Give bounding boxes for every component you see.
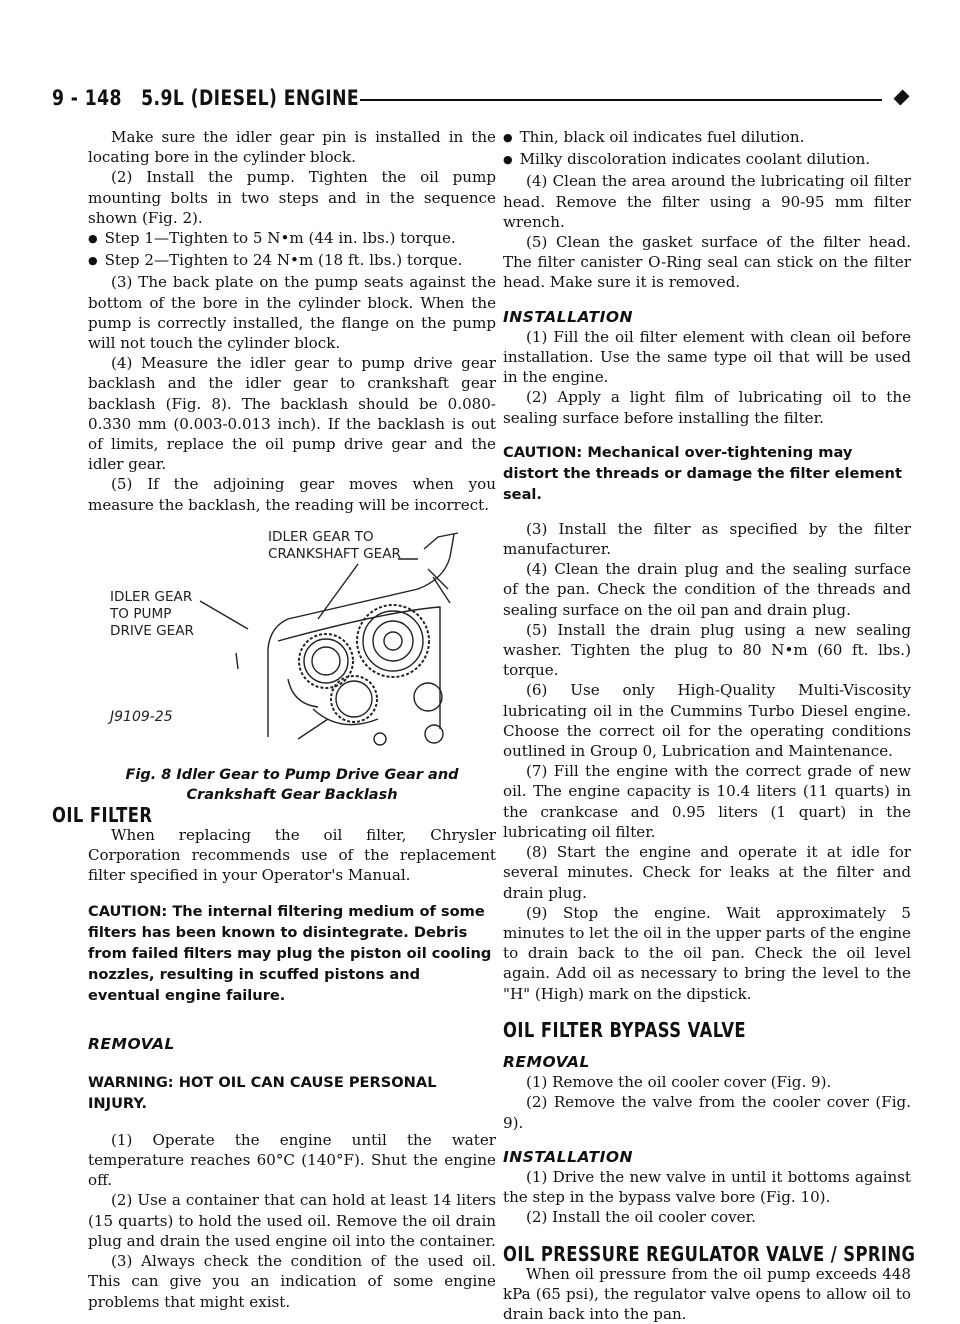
- subheading-installation: INSTALLATION: [503, 1147, 634, 1166]
- step-paragraph: (2) Install the oil cooler cover.: [526, 1208, 756, 1227]
- caution-text: CAUTION: The internal filtering medium of some filters has been known to disintegrate. Debris from failed filters may plug the piston oil cooling nozzles, resulting in scuffed pistons and eventual engine failure.: [88, 902, 492, 1004]
- step-paragraph: (1) Fill the oil filter element with clean oil before installation. Use the same type oil that will be used in the engine.: [503, 327, 911, 387]
- bullet-item: ● Thin, black oil indicates fuel dilution.: [503, 127, 911, 149]
- section-heading-oil-filter: OIL FILTER: [52, 802, 153, 827]
- figure-caption: Fig. 8 Idler Gear to Pump Drive Gear and Crankshaft Gear Backlash: [125, 766, 459, 803]
- paragraph: Make sure the idler gear pin is installed in the locating bore in the cylinder block.: [88, 128, 496, 167]
- step-paragraph: (7) Fill the engine with the correct grade of new oil. The engine capacity is 10.4 liters (11 quarts) in the crankcase and 0.95 liters (1 quart) in the lubricating oil filter.: [503, 762, 911, 841]
- subheading-removal: REMOVAL: [88, 1034, 175, 1053]
- step-paragraph: (6) Use only High-Quality Multi-Viscosity lubricating oil in the Cummins Turbo Diesel engine. Choose the correct oil for the operating conditions outlined in Group 0, Lubrication and Maintenance.: [503, 681, 911, 761]
- step-paragraph: (3) Install the filter as specified by the filter manufacturer.: [503, 519, 911, 559]
- subheading-removal: REMOVAL: [503, 1052, 590, 1071]
- step-paragraph: (1) Drive the new valve in until it bottoms against the step in the bypass valve bore (Fig. 10).: [503, 1167, 911, 1207]
- step-paragraph: (2) Apply a light film of lubricating oil to the sealing surface before installing the filter.: [503, 388, 911, 427]
- header-title: 9 - 148 5.9L (DIESEL) ENGINE: [52, 86, 360, 110]
- left-column: [52, 127, 496, 1312]
- step-paragraph: (2) Remove the valve from the cooler cover (Fig. 9).: [503, 1093, 911, 1132]
- step-paragraph: (4) Clean the area around the lubricating oil filter head. Remove the filter using a 90-95 mm filter wrench.: [503, 172, 911, 231]
- header-rule: [360, 99, 882, 101]
- step-paragraph: (2) Install the pump. Tighten the oil pump mounting bolts in two steps and in the sequence shown (Fig. 2).: [88, 168, 496, 227]
- step-paragraph: (5) If the adjoining gear moves when you measure the backlash, the reading will be incorrect.: [88, 475, 496, 514]
- step-paragraph: (4) Clean the drain plug and the sealing surface of the pan. Check the condition of the threads and sealing surface on the oil pan and drain plug.: [503, 560, 911, 619]
- diamond-icon: [893, 89, 909, 105]
- gear-diagram: [88, 529, 496, 759]
- step-paragraph: (3) Always check the condition of the used oil. This can give you an indication of some engine problems that might exist.: [88, 1252, 496, 1311]
- bullet-item: ● Step 1—Tighten to 5 N•m (44 in. lbs.) torque.: [88, 228, 496, 250]
- right-column: [503, 127, 916, 1324]
- page-header: [52, 86, 908, 116]
- step-paragraph: (5) Install the drain plug using a new sealing washer. Tighten the plug to 80 N•m (60 ft. lbs.) torque.: [503, 620, 911, 680]
- step-paragraph: (8) Start the engine and operate it at idle for several minutes. Check for leaks at the filter and drain plug.: [503, 843, 911, 902]
- subheading-installation: INSTALLATION: [503, 307, 634, 326]
- figure-code: J9109-25: [110, 708, 173, 725]
- step-paragraph: (4) Measure the idler gear to pump drive gear backlash and the idler gear to crankshaft gear backlash (Fig. 8). The backlash should be 0.080-0.330 mm (0.003-0.013 inch). If the backlash is out of limits, replace the oil pump drive gear and the idler gear.: [88, 354, 496, 474]
- paragraph: When replacing the oil filter, Chrysler Corporation recommends use of the replacement filter specified in your Operator's Manual.: [88, 826, 496, 885]
- section-heading-regulator: OIL PRESSURE REGULATOR VALVE / SPRING: [503, 1241, 916, 1266]
- figure-8: [88, 529, 496, 839]
- bullet-item: ● Milky discoloration indicates coolant dilution.: [503, 149, 911, 171]
- step-paragraph: (9) Stop the engine. Wait approximately 5 minutes to let the oil in the upper parts of the engine to drain back to the oil pan. Check the oil level again. Add oil as necessary to bring the level to the "H" (High) mark on the dipstick.: [503, 903, 911, 1003]
- step-paragraph: (2) Use a container that can hold at least 14 liters (15 quarts) to hold the used oil. Remove the oil drain plug and drain the used engine oil into the container.: [88, 1191, 496, 1250]
- warning-text: WARNING: HOT OIL CAN CAUSE PERSONAL INJURY.: [88, 1073, 437, 1112]
- section-heading-bypass-valve: OIL FILTER BYPASS VALVE: [503, 1017, 747, 1042]
- step-paragraph: (1) Remove the oil cooler cover (Fig. 9).: [526, 1073, 832, 1092]
- paragraph: When oil pressure from the oil pump exceeds 448 kPa (65 psi), the regulator valve opens to allow oil to drain back into the pan.: [503, 1264, 911, 1324]
- bullet-item: ● Step 2—Tighten to 24 N•m (18 ft. lbs.) torque.: [88, 250, 496, 272]
- step-paragraph: (3) The back plate on the pump seats against the bottom of the bore in the cylinder block. When the pump is correctly installed, the flange on the pump will not touch the cylinder block.: [88, 273, 496, 353]
- label-idler-to-crank: IDLER GEAR TO CRANKSHAFT GEAR: [268, 528, 401, 562]
- step-paragraph: (1) Operate the engine until the water temperature reaches 60°C (140°F). Shut the engine off.: [88, 1130, 496, 1190]
- caution-text: CAUTION: Mechanical over-tightening may distort the threads or damage the filter element seal.: [503, 443, 902, 503]
- label-idler-to-pump: IDLER GEAR TO PUMP DRIVE GEAR: [110, 588, 194, 639]
- step-paragraph: (5) Clean the gasket surface of the filter head. The filter canister O-Ring seal can stick on the filter head. Make sure it is removed.: [503, 233, 911, 292]
